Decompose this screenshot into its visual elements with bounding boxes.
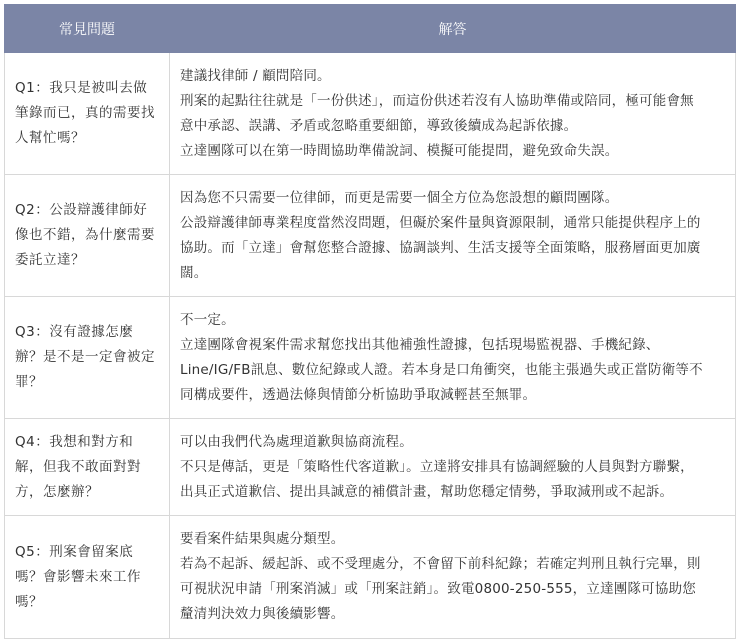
answer-line: Line/IG/FB訊息、數位紀錄或人證。若本身是口角衝突，也能主張過失或正當防衛等不 [180,361,703,378]
column-header-answer: 解答 [170,5,736,53]
question-text: Q3：沒有證據怎麼辦？是不是一定會被定罪？ [15,324,155,390]
answer-line: 若為不起訴、緩起訴、或不受理處分，不會留下前科紀錄；若確定判刑且執行完畢，則 [180,556,701,572]
answer-line: 因為您不只需要一位律師，而更是需要一個全方位為您設想的顧問團隊。 [180,189,619,206]
answer-line: 不只是傳話，更是「策略性代客道歉」。立達將安排具有協調經驗的人員與對方聯繫， [180,458,694,475]
question-text: Q5：刑案會留案底嗎？會影響未來工作嗎？ [15,543,141,610]
answer-line: 立達團隊會視案件需求幫您找出其他補強性證據，包括現場監視器、手機紀錄、 [180,336,660,353]
question-text: Q1：我只是被叫去做筆錄而已，真的需要找人幫忙嗎？ [15,80,155,146]
question-cell [5,175,170,297]
faq-table [4,4,736,639]
table-row [5,516,736,639]
answer-line: 公設辯護律師專業程度當然沒問題，但礙於案件量與資源限制，通常只能提供程序上的 [180,214,701,231]
question-cell [5,516,170,639]
answer-line: 意中承認、誤講、矛盾或忽略重要細節，導致後續成為起訴依據。 [180,117,578,134]
answer-cell [170,516,736,639]
answer-cell [170,297,736,419]
answer-cell [170,419,736,516]
table-row [5,297,736,419]
column-header-question: 常見問題 [5,5,170,53]
answer-line: 建議找律師 / 顧問陪同。 [180,67,331,84]
question-cell [5,297,170,419]
answer-line: 立達團隊可以在第一時間協助準備說詞、模擬可能提問，避免致命失誤。 [180,142,619,159]
answer-cell [170,175,736,297]
answer-line: 可視狀況申請「刑案消滅」或「刑案註銷」。致電0800-250-555，立達團隊可協助您 [180,581,696,597]
answer-line: 出具正式道歉信、提出具誠意的補償計畫，幫助您穩定情勢，爭取減刑或不起訴。 [180,483,674,500]
answer-line: 釐清判決效力與後續影響。 [180,606,345,622]
table-row [5,419,736,516]
answer-line: 不一定。 [180,311,235,328]
answer-line: 可以由我們代為處理道歉與協商流程。 [180,433,413,450]
answer-line: 同構成要件，透過法條與情節分析協助爭取減輕甚至無罪。 [180,386,537,403]
answer-line: 要看案件結果與處分類型。 [180,531,345,547]
table-row [5,175,736,297]
answer-line: 協助。而「立達」會幫您整合證據、協調談判、生活支援等全面策略，服務層面更加廣 [180,239,701,256]
answer-line: 闊。 [180,264,208,281]
table-row [5,53,736,175]
question-text: Q4：我想和對方和解，但我不敢面對對方，怎麼辦？ [15,433,141,500]
question-cell [5,53,170,175]
question-cell [5,419,170,516]
answer-line: 刑案的起點往往就是「一份供述」，而這份供述若沒有人協助準備或陪同，極可能會無 [180,92,694,109]
table-header-row [5,5,736,53]
question-text: Q2：公設辯護律師好像也不錯，為什麼需要委託立達？ [15,202,155,268]
answer-cell [170,53,736,175]
